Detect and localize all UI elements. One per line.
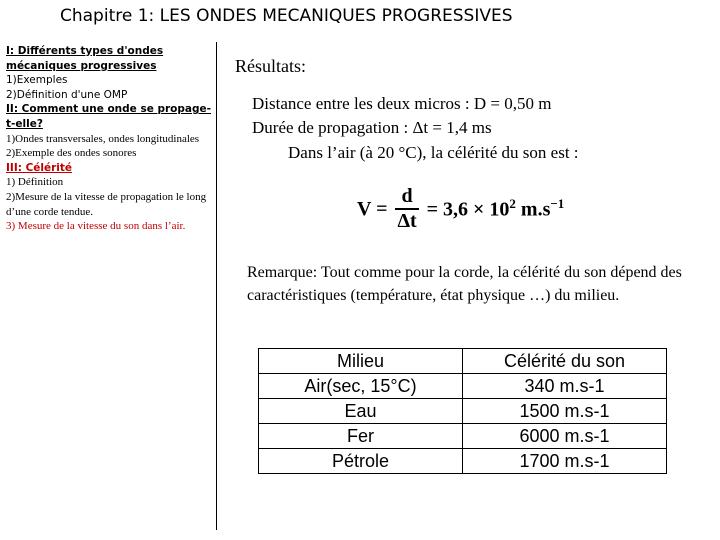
table-row: [259, 374, 667, 399]
header-cell: Célérité du son: [463, 349, 667, 374]
outline-item: 1) Définition: [6, 176, 64, 189]
page-title: Chapitre 1: LES ONDES MECANIQUES PROGRESSIVES: [60, 6, 513, 26]
remark: Remarque: Tout comme pour la corde, la célérité du son dépend des caractéristiques (température, état physique …) du milieu.: [247, 264, 682, 304]
cell: 1700 m.s-1: [463, 449, 667, 474]
outline-item: 1)Ondes transversales, ondes longitudinales: [6, 132, 200, 145]
cell: 6000 m.s-1: [463, 424, 667, 449]
outline-item-current: 3) Mesure de la vitesse du son dans l’air.: [6, 220, 186, 233]
cell: Air(sec, 15°C): [259, 374, 463, 399]
formula-v: V =: [357, 197, 388, 220]
outline-section-1: I: Différents types d'ondes mécaniques progressives: [6, 45, 164, 72]
outline-item: 2)Définition d'une OMP: [6, 88, 128, 101]
table-header: [259, 349, 667, 374]
outline-item: 2)Exemple des ondes sonores: [6, 147, 137, 160]
table-row: [259, 449, 667, 474]
numerator: d: [395, 185, 418, 210]
cell: Fer: [259, 424, 463, 449]
speed-table: [258, 348, 667, 474]
duration-line: Durée de propagation : Δt = 1,4 ms: [252, 118, 492, 137]
distance-line: Distance entre les deux micros : D = 0,50 m: [252, 94, 552, 113]
table-row: [259, 424, 667, 449]
header-cell: Milieu: [259, 349, 463, 374]
results-heading: Résultats:: [235, 56, 306, 76]
outline-section-2: II: Comment une onde se propage-t-elle?: [6, 103, 211, 130]
speed-line: Dans l’air (à 20 °C), la célérité du son est :: [288, 143, 579, 162]
outline-item: 1)Exemples: [6, 74, 68, 87]
unit-exponent: −1: [550, 196, 565, 212]
unit: m.s: [515, 198, 551, 221]
denominator: Δt: [397, 210, 417, 232]
cell: 340 m.s-1: [463, 374, 667, 399]
cell: 1500 m.s-1: [463, 399, 667, 424]
exponent: 2: [509, 196, 516, 212]
outline: [6, 44, 216, 234]
divider: [216, 42, 217, 530]
cell: Pétrole: [259, 449, 463, 474]
outline-section-3: III: Célérité: [6, 161, 73, 174]
table-row: [259, 399, 667, 424]
formula-result: = 3,6 × 10: [426, 198, 510, 221]
speed-formula: [357, 185, 564, 233]
fraction: [395, 185, 418, 233]
cell: Eau: [259, 399, 463, 424]
outline-item: 2)Mesure de la vitesse de propagation le long d’une corde tendue.: [6, 190, 207, 218]
